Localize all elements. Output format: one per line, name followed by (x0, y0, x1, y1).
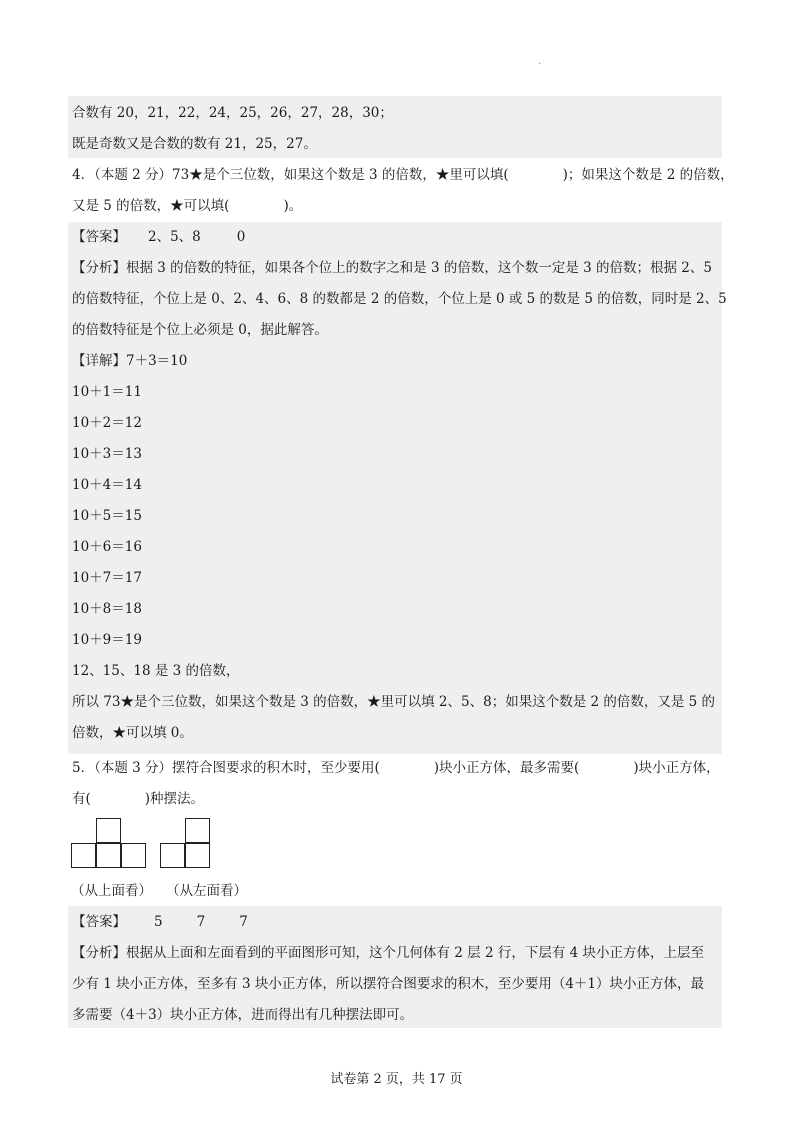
q5-stem-line-2 (72, 789, 722, 809)
q4-conclusion-line-2: 所以 73★是个三位数，如果这个数是 3 的倍数，★里可以填 2、5、8；如果这个数是 2 的倍数，又是 5 的 (72, 694, 716, 710)
q5-stem-part: 5．（本题 3 分）摆符合图要求的积木时，至少要用( (72, 760, 380, 776)
q4-answer-1: 2、5、8 (148, 229, 201, 245)
q5-stem-part: )块小正方体，最多需要( (433, 760, 580, 776)
q5-answer-2: 7 (196, 914, 206, 930)
q4-sum-line: 10＋6＝16 (72, 539, 142, 555)
q4-stem-line-1 (72, 165, 734, 185)
q4-detail-first: 7＋3＝10 (126, 353, 188, 369)
q4-sum-line: 10＋8＝18 (72, 601, 142, 617)
caption-top-view: （从上面看） (71, 883, 152, 899)
top-view-square (96, 818, 121, 843)
prev-composite-line: 合数有 20，21，22，24，25，26，27，28，30； (72, 105, 393, 121)
top-view-figure (71, 818, 151, 870)
q4-detail-line (72, 351, 722, 371)
q4-analysis-line-2: 的倍数特征，个位上是 0、2、4、6、8 的数都是 2 的倍数，个位上是 0 或 5 的数是 5 的倍数，同时是 2、5 (72, 291, 727, 307)
left-view-square (160, 843, 185, 868)
q4-conclusion-line-1: 12、15、18 是 3 的倍数， (72, 663, 240, 679)
q4-answer-2: 0 (236, 229, 246, 245)
q5-answer-line (72, 912, 722, 932)
left-view-square (185, 843, 210, 868)
q4-sum-line: 10＋5＝15 (72, 508, 142, 524)
q4-stem-part: 又是 5 的倍数，★可以填( (72, 198, 230, 214)
q4-sum-line: 10＋4＝14 (72, 477, 142, 493)
q4-sum-line: 10＋3＝13 (72, 446, 142, 462)
q4-sum-line: 10＋1＝11 (72, 384, 142, 400)
prev-odd-composite-line: 既是奇数又是合数的数有 21，25，27。 (72, 136, 317, 152)
q4-analysis-line-3: 的倍数特征是个位上必须是 0，据此解答。 (72, 322, 328, 338)
q5-analysis-line-2: 少有 1 块小正方体，至多有 3 块小正方体，所以摆符合图要求的积木，至少要用（4＋1）块小正方体，最 (72, 976, 705, 992)
q4-sum-line: 10＋7＝17 (72, 570, 142, 586)
top-view-square (96, 843, 121, 868)
answer-label: 【答案】 (72, 229, 126, 245)
q4-stem-part: )；如果这个数是 2 的倍数， (562, 167, 734, 183)
q5-stem-part: )种摆法。 (144, 791, 205, 807)
caption-left-view: （从左面看） (166, 883, 247, 899)
q5-answer-1: 5 (154, 914, 163, 930)
top-view-square (71, 843, 96, 868)
q4-sum-line: 10＋2＝12 (72, 415, 142, 431)
left-view-square (185, 818, 210, 843)
q5-stem-line-1 (72, 758, 722, 778)
detail-label: 【详解】 (72, 353, 126, 369)
q5-stem-part: 有( (72, 791, 91, 807)
q4-stem-line-2 (72, 196, 722, 216)
answer-label: 【答案】 (72, 914, 126, 930)
q4-stem-part: )。 (283, 198, 303, 214)
q4-stem-part: 4．（本题 2 分）73★是个三位数，如果这个数是 3 的倍数，★里可以填( (72, 167, 509, 183)
q4-conclusion-line-3: 倍数，★可以填 0。 (72, 725, 193, 741)
q5-analysis-line-1: 【分析】根据从上面和左面看到的平面图形可知，这个几何体有 2 层 2 行，下层有 4 块小正方体，上层至 (72, 945, 705, 961)
q4-sum-line: 10＋9＝19 (72, 632, 142, 648)
q5-answer-3: 7 (239, 914, 248, 930)
q5-analysis-line-3: 多需要（4＋3）块小正方体，进而得出有几种摆法即可。 (72, 1007, 414, 1023)
top-view-square (121, 843, 146, 868)
q5-stem-part: )块小正方体， (633, 760, 720, 776)
page-footer: 试卷第 2 页，共 17 页 (330, 1072, 463, 1087)
q4-analysis-line-1: 【分析】根据 3 的倍数的特征，如果各个位上的数字之和是 3 的倍数，这个数一定是 3 的倍数；根据 2、5 (72, 260, 712, 276)
left-view-figure (160, 818, 214, 870)
q4-answer-line (72, 227, 722, 247)
header-mark: . (538, 56, 542, 67)
